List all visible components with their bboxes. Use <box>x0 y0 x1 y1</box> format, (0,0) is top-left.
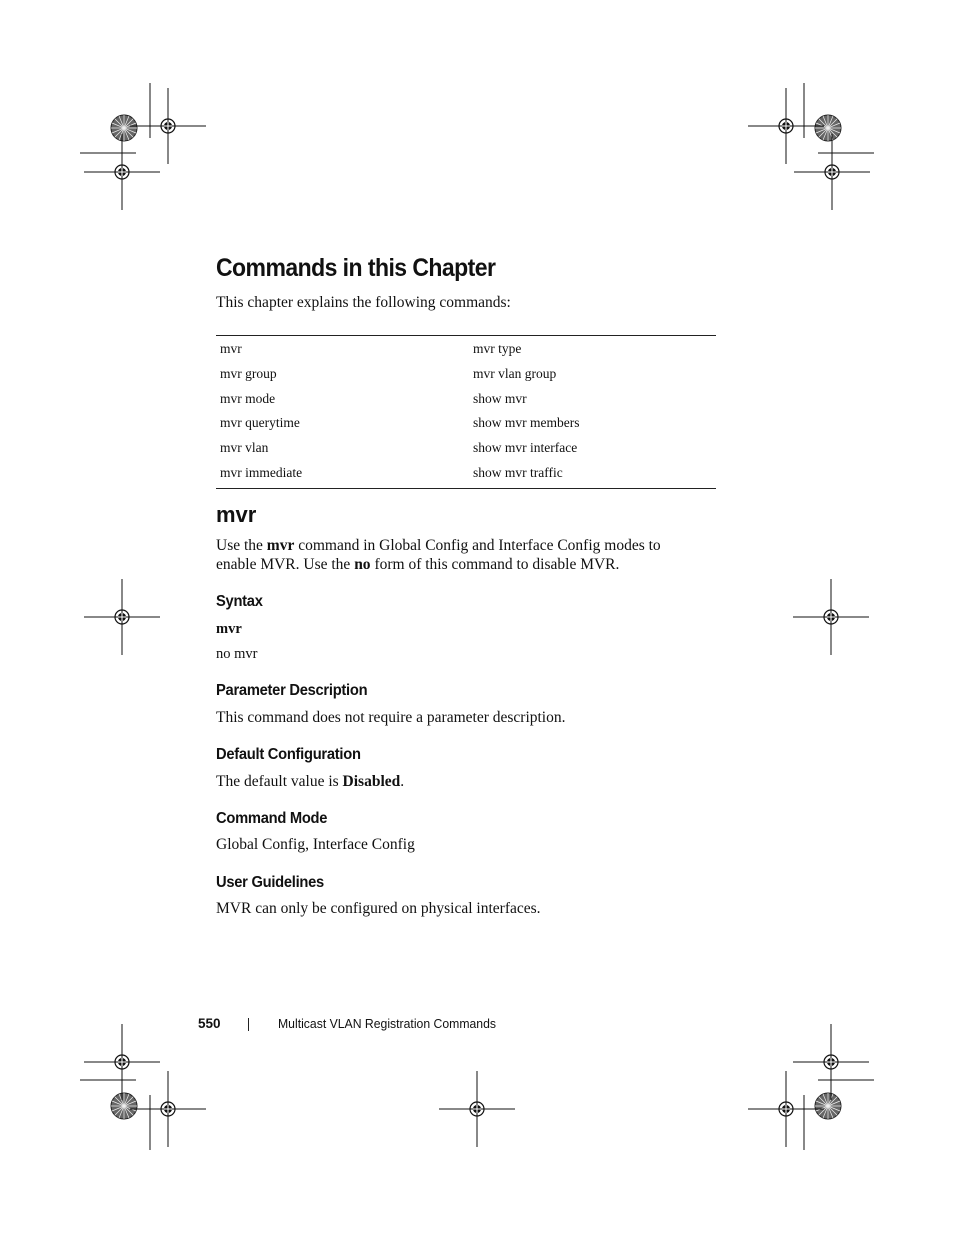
table-row <box>216 460 716 485</box>
command-keyword: mvr <box>266 537 295 554</box>
chapter-heading: Commands in this Chapter <box>216 254 496 282</box>
syntax-line <box>216 620 696 639</box>
table-cell: mvr vlan <box>220 440 269 456</box>
table-cell: mvr type <box>473 341 522 357</box>
default-config-heading: Default Configuration <box>216 746 361 763</box>
description-text: command in Global Config and Interface Config modes to enable MVR. Use the <box>216 537 661 573</box>
table-row <box>216 411 716 436</box>
syntax-line: no mvr <box>216 646 258 662</box>
syntax-command: mvr <box>216 621 242 637</box>
description-text: form of this command to disable MVR. <box>370 556 620 573</box>
table-cell: show mvr traffic <box>473 464 563 480</box>
command-mode-text: Global Config, Interface Config <box>216 836 415 853</box>
user-guidelines-heading: User Guidelines <box>216 874 324 891</box>
table-cell: mvr immediate <box>220 464 303 480</box>
table-cell: mvr mode <box>220 390 276 406</box>
default-prefix: The default value is <box>216 773 343 790</box>
command-keyword: no <box>354 556 371 573</box>
section-description <box>216 536 696 574</box>
table-row <box>216 436 716 461</box>
default-value: Disabled <box>342 773 401 790</box>
syntax-heading: Syntax <box>216 593 263 610</box>
command-mode-heading: Command Mode <box>216 810 328 827</box>
parameter-text: This command does not require a parameter description. <box>216 709 566 726</box>
intro-text: This chapter explains the following commands: <box>216 294 511 311</box>
footer-chapter-title: Multicast VLAN Registration Commands <box>278 1016 497 1031</box>
default-config-text <box>216 772 696 791</box>
commands-table <box>216 335 716 489</box>
table-cell: mvr <box>220 341 242 357</box>
parameter-heading: Parameter Description <box>216 682 368 699</box>
table-cell: mvr group <box>220 366 277 382</box>
section-title: mvr <box>216 502 257 527</box>
table-row <box>216 386 716 411</box>
table-cell: mvr querytime <box>220 415 300 431</box>
table-cell: show mvr <box>473 390 527 406</box>
page-number: 550 <box>198 1016 221 1031</box>
table-row <box>216 337 716 362</box>
table-cell: mvr vlan group <box>473 366 557 382</box>
table-cell: show mvr members <box>473 415 580 431</box>
user-guidelines-text: MVR can only be configured on physical interfaces. <box>216 900 541 917</box>
table-row <box>216 362 716 387</box>
table-cell: show mvr interface <box>473 440 578 456</box>
footer-divider <box>248 1018 249 1031</box>
default-suffix: . <box>400 773 405 790</box>
description-text: Use the <box>216 537 267 554</box>
